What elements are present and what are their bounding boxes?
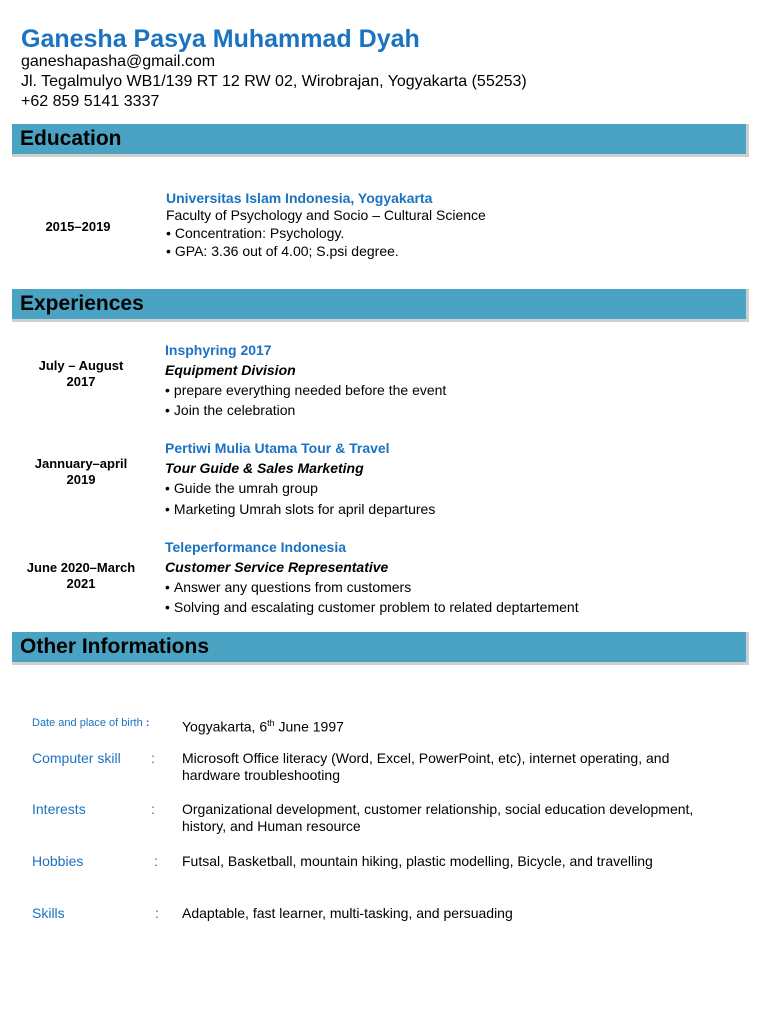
other-info-title: Other Informations [20, 635, 210, 658]
experience-role: Tour Guide & Sales Marketing [165, 460, 364, 476]
experience-date: July – August 2017 [38, 358, 124, 389]
info-colon: : [155, 905, 159, 921]
info-value: Yogyakarta, 6th June 1997 [182, 718, 344, 735]
info-value: Microsoft Office literacy (Word, Excel, PowerPoint, etc), internet operating, and hardware troubleshooting [182, 750, 670, 783]
experiences-title: Experiences [20, 292, 144, 315]
education-section-header [12, 124, 749, 157]
info-label: Computer skill [32, 750, 121, 766]
address: Jl. Tegalmulyo WB1/139 RT 12 RW 02, Wirobrajan, Yogyakarta (55253) [21, 73, 527, 90]
education-school: Universitas Islam Indonesia, Yogyakarta [166, 190, 433, 206]
experience-date: Jannuary–april 2019 [34, 456, 128, 487]
info-label: Date and place of birth : [32, 717, 150, 729]
education-bullet: • Concentration: Psychology. [166, 225, 344, 241]
experience-date: June 2020–March 2021 [26, 560, 136, 591]
info-value: Adaptable, fast learner, multi-tasking, and persuading [182, 905, 513, 921]
info-colon: : [151, 801, 155, 817]
info-colon: : [154, 853, 158, 869]
experience-role: Customer Service Representative [165, 559, 389, 575]
experience-bullet: • Join the celebration [165, 402, 295, 418]
info-value: Organizational development, customer relationship, social education development, history, and Human resource [182, 801, 694, 834]
education-bullet: • GPA: 3.36 out of 4.00; S.psi degree. [166, 243, 399, 259]
email: ganeshapasha@gmail.com [21, 53, 216, 70]
experience-org: Insphyring 2017 [165, 342, 272, 358]
experience-bullet: • Guide the umrah group [165, 480, 318, 496]
experiences-section-header [12, 289, 749, 322]
experience-bullet: • Marketing Umrah slots for april departures [165, 501, 435, 517]
experience-bullet: • prepare everything needed before the event [165, 382, 446, 398]
experience-bullet: • Answer any questions from customers [165, 579, 411, 595]
experience-role: Equipment Division [165, 362, 296, 378]
info-colon: : [151, 750, 155, 766]
experience-org: Teleperformance Indonesia [165, 539, 347, 555]
experience-bullet: • Solving and escalating customer problem to related deptartement [165, 599, 579, 615]
other-info-section-header [12, 632, 749, 665]
info-label: Interests [32, 801, 86, 817]
info-label: Skills [32, 905, 65, 921]
education-faculty: Faculty of Psychology and Socio – Cultural Science [166, 207, 486, 223]
info-value: Futsal, Basketball, mountain hiking, plastic modelling, Bicycle, and travelling [182, 853, 653, 869]
experience-org: Pertiwi Mulia Utama Tour & Travel [165, 440, 390, 456]
info-label: Hobbies [32, 853, 84, 869]
candidate-name: Ganesha Pasya Muhammad Dyah [21, 25, 420, 53]
education-date: 2015–2019 [45, 219, 111, 234]
phone: +62 859 5141 3337 [21, 93, 160, 110]
education-title: Education [20, 127, 122, 150]
